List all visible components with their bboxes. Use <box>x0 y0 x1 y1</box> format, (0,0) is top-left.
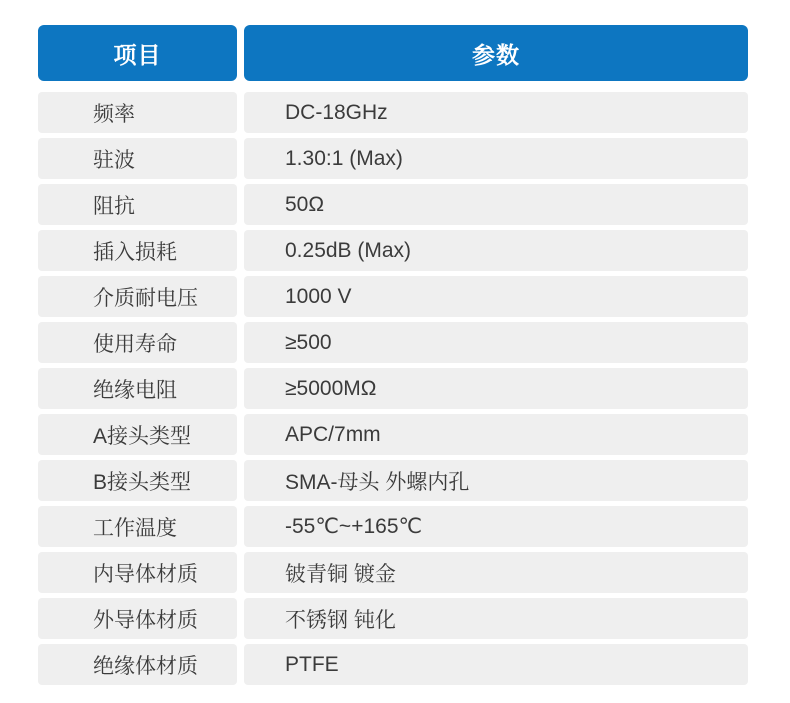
item-cell: 介质耐电压 <box>38 276 237 317</box>
item-cell: 频率 <box>38 92 237 133</box>
header-cell-parameter: 参数 <box>244 25 748 81</box>
table-row <box>38 276 748 317</box>
param-cell: 1.30:1 (Max) <box>244 138 748 179</box>
param-cell: APC/7mm <box>244 414 748 455</box>
item-cell: A接头类型 <box>38 414 237 455</box>
param-cell: 0.25dB (Max) <box>244 230 748 271</box>
param-cell: -55℃~+165℃ <box>244 506 748 547</box>
param-cell: DC-18GHz <box>244 92 748 133</box>
param-cell: 不锈钢 钝化 <box>244 598 748 639</box>
header-cell-item: 项目 <box>38 25 237 81</box>
table-row <box>38 92 748 133</box>
table-row <box>38 322 748 363</box>
param-cell: 1000 V <box>244 276 748 317</box>
param-cell: ≥500 <box>244 322 748 363</box>
table-row <box>38 138 748 179</box>
table-header-row <box>38 25 748 81</box>
item-cell: 绝缘电阻 <box>38 368 237 409</box>
table-row <box>38 184 748 225</box>
item-cell: 绝缘体材质 <box>38 644 237 685</box>
table-row <box>38 230 748 271</box>
item-cell: 外导体材质 <box>38 598 237 639</box>
table-row <box>38 506 748 547</box>
param-cell: PTFE <box>244 644 748 685</box>
spec-table <box>38 25 748 690</box>
item-cell: 使用寿命 <box>38 322 237 363</box>
table-row <box>38 414 748 455</box>
table-row <box>38 460 748 501</box>
item-cell: 内导体材质 <box>38 552 237 593</box>
item-cell: 阻抗 <box>38 184 237 225</box>
item-cell: 驻波 <box>38 138 237 179</box>
table-row <box>38 598 748 639</box>
item-cell: B接头类型 <box>38 460 237 501</box>
param-cell: SMA-母头 外螺内孔 <box>244 460 748 501</box>
item-cell: 插入损耗 <box>38 230 237 271</box>
table-row <box>38 644 748 685</box>
param-cell: ≥5000MΩ <box>244 368 748 409</box>
item-cell: 工作温度 <box>38 506 237 547</box>
table-row <box>38 552 748 593</box>
param-cell: 铍青铜 镀金 <box>244 552 748 593</box>
table-row <box>38 368 748 409</box>
param-cell: 50Ω <box>244 184 748 225</box>
